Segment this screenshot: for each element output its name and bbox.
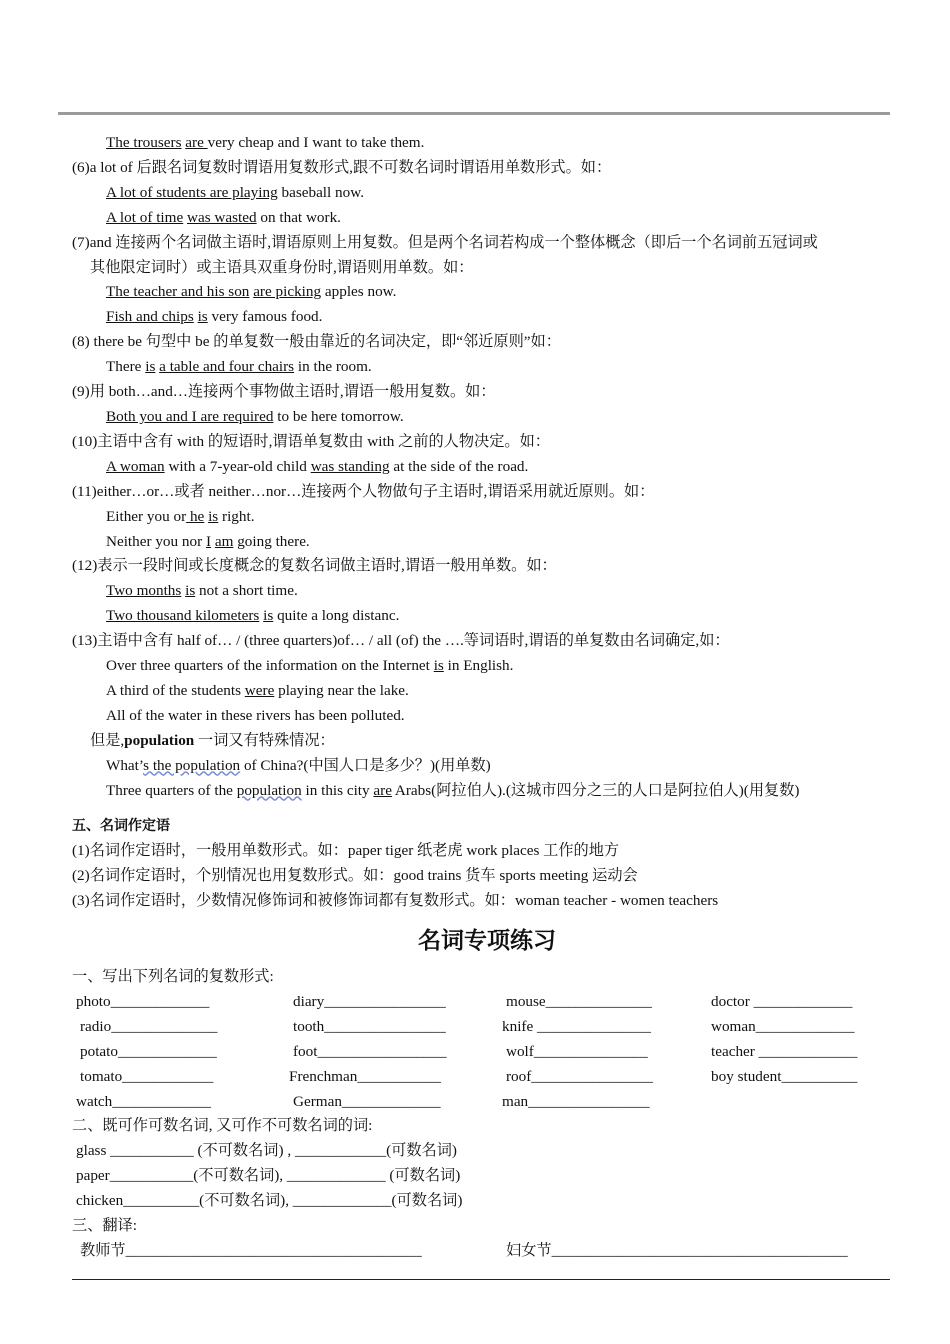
blank-item[interactable]: man________________: [502, 1092, 650, 1110]
blank-item[interactable]: teacher _____________: [711, 1042, 858, 1060]
rule-heading-continued: 其他限定词时）或主语具双重身份时,谓语则用单数。如：: [90, 258, 474, 276]
example-line: Two thousand kilometers is quite a long distanc.: [106, 607, 400, 625]
blank-item[interactable]: knife _______________: [502, 1017, 651, 1035]
plural-row: [72, 1040, 902, 1065]
plural-row: [72, 1065, 902, 1090]
blank-item[interactable]: foot_________________: [293, 1042, 447, 1060]
section-item: (3)名词作定语时，少数情况修饰词和被修饰词都有复数形式。如：woman teacher - women teachers: [72, 892, 719, 910]
blank-item[interactable]: potato_____________: [80, 1042, 217, 1060]
blank-item[interactable]: roof________________: [506, 1067, 653, 1085]
example-line: There is a table and four chairs in the room.: [106, 358, 372, 376]
example-line: The trousers are very cheap and I want to take them.: [106, 134, 425, 151]
blank-item[interactable]: watch_____________: [76, 1092, 211, 1110]
exercise-part-heading: 三、翻译:: [72, 1217, 137, 1235]
blank-item[interactable]: radio______________: [80, 1017, 218, 1035]
rule-heading: (10)主语中含有 with 的短语时,谓语单复数由 with 之前的人物决定。如：: [72, 432, 550, 450]
example-line: Over three quarters of the information on the Internet is in English.: [106, 657, 514, 675]
example-line: Three quarters of the population in this city are Arabs(阿拉伯人).(这城市四分之三的人口是阿拉伯人)(用复数): [106, 781, 800, 799]
example-line: Two months is not a short time.: [106, 582, 298, 600]
example-line: Neither you nor I am going there.: [106, 532, 310, 550]
section-item: (2)名词作定语时，个别情况也用复数形式。如：good trains 货车 sports meeting 运动会: [72, 867, 638, 885]
blank-item[interactable]: chicken__________(不可数名词), _____________(可数名词): [76, 1192, 463, 1210]
exercise-part-heading: 一、写出下列名词的复数形式:: [72, 968, 274, 986]
example-line: A lot of students are playing baseball now.: [106, 183, 365, 201]
blank-item[interactable]: mouse______________: [506, 993, 652, 1010]
rule-heading: (12)表示一段时间或长度概念的复数名词做主语时,谓语一般用单数。如：: [72, 557, 557, 575]
blank-item[interactable]: glass ___________ (不可数名词) , ____________(可数名词): [76, 1142, 457, 1160]
bottom-divider: [72, 1279, 890, 1280]
rule-heading: (6)a lot of 后跟名词复数时谓语用复数形式,跟不可数名词时谓语用单数形式。如：: [72, 158, 612, 176]
blank-item[interactable]: boy student__________: [711, 1067, 858, 1085]
translation-row: [72, 1239, 902, 1264]
grammar-content: [72, 131, 902, 1264]
top-divider: [58, 112, 890, 115]
special-case-note: 但是,population 一词又有特殊情况：: [90, 731, 335, 749]
section-item: (1)名词作定语时，一般用单数形式。如：paper tiger 纸老虎 work places 工作的地方: [72, 842, 620, 860]
plural-row: [72, 1015, 902, 1040]
blank-item[interactable]: 教师节_______________________________________: [80, 1241, 422, 1259]
example-line: Both you and I are required to be here tomorrow.: [106, 407, 404, 425]
blank-item[interactable]: tomato____________: [80, 1067, 214, 1085]
example-line: All of the water in these rivers has been polluted.: [106, 706, 405, 724]
blank-item[interactable]: German_____________: [293, 1092, 441, 1110]
example-line: What’s the population of China?(中国人口是多少？)(用单数): [106, 756, 491, 774]
example-line: A lot of time was wasted on that work.: [106, 208, 341, 226]
blank-item[interactable]: tooth________________: [293, 1017, 446, 1035]
plural-row: [72, 1090, 902, 1115]
plural-row: [72, 990, 902, 1015]
rule-heading: (9)用 both…and…连接两个事物做主语时,谓语一般用复数。如：: [72, 383, 496, 401]
rule-heading: (13)主语中含有 half of… / (three quarters)of… / all (of) the ….等词语时,谓语的单复数由名词确定,如：: [72, 632, 730, 650]
blank-item[interactable]: diary________________: [293, 993, 446, 1010]
example-line: The teacher and his son are picking apples now.: [106, 283, 397, 301]
blank-item[interactable]: Frenchman___________: [289, 1067, 441, 1085]
blank-item[interactable]: 妇女节_______________________________________: [506, 1241, 848, 1259]
section-heading: 五、名词作定语: [72, 818, 170, 835]
rule-heading: (7)and 连接两个名词做主语时,谓语原则上用复数。但是两个名词若构成一个整体概念（即后一个名词前五冠词或: [72, 233, 818, 251]
example-line: Fish and chips is very famous food.: [106, 308, 323, 326]
blank-item[interactable]: photo_____________: [76, 993, 210, 1010]
exercise-title: 名词专项练习: [418, 928, 556, 955]
rule-heading: (11)either…or…或者 neither…nor…连接两个人物做句子主语时,谓语采用就近原则。如：: [72, 482, 655, 500]
rule-heading: (8) there be 句型中 be 的单复数一般由靠近的名词决定，即“邻近原则”如：: [72, 333, 561, 351]
example-line: A third of the students were playing near the lake.: [106, 681, 409, 699]
blank-item[interactable]: paper___________(不可数名词), _____________ (可数名词): [76, 1167, 461, 1185]
blank-item[interactable]: wolf_______________: [506, 1042, 648, 1060]
blank-item[interactable]: doctor _____________: [711, 993, 853, 1010]
exercise-part-heading: 二、既可作可数名词, 又可作不可数名词的词:: [72, 1117, 373, 1135]
example-line: Either you or he is right.: [106, 507, 255, 525]
example-line: A woman with a 7-year-old child was standing at the side of the road.: [106, 457, 529, 475]
blank-item[interactable]: woman_____________: [711, 1017, 855, 1035]
